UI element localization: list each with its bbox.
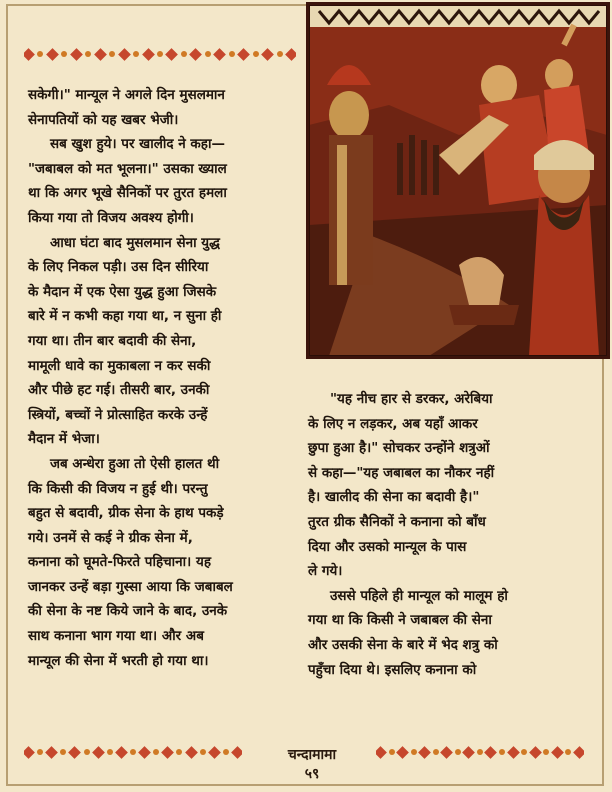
paragraph-line: साथ कनाना भाग गया था। और अब	[28, 628, 204, 645]
paragraph-line: मैदान में भेजा।	[28, 431, 100, 448]
paragraph-line: सेनापतियों को यह खबर भेजी।	[28, 111, 179, 128]
battle-scene-illustration	[309, 5, 607, 356]
paragraph-line: गये। उनमें से कई ने ग्रीक सेना में,	[28, 529, 193, 546]
paragraph-line: कि किसी की विजय न हुई थी। परन्तु	[28, 480, 208, 497]
right-text-column	[308, 387, 592, 682]
paragraph-line: "जबाबल को मत भूलना।" उसका ख्याल	[28, 160, 227, 177]
paragraph-line: उससे पहिले ही मान्यूल को मालूम हो	[330, 587, 508, 604]
left-text-column	[28, 83, 296, 673]
paragraph-line: किया गया तो विजय अवश्य होगी।	[28, 209, 194, 226]
paragraph-line: जब अन्धेरा हुआ तो ऐसी हालत थी	[50, 455, 220, 472]
magazine-title: चन्दामामा	[287, 747, 337, 763]
paragraph-line: सब खुश हुये। पर खालीद ने कहा—	[50, 136, 225, 153]
paragraph-line: छुपा हुआ है।" सोचकर उन्होंने शत्रुओं	[308, 440, 490, 457]
paragraph-line: तुरत ग्रीक सैनिकों ने कनाना को बाँध	[308, 513, 486, 530]
paragraph-line: था कि अगर भूखे सैनिकों पर तुरत हमला	[28, 185, 227, 202]
paragraph-line: दिया और उसको मान्यूल के पास	[308, 538, 467, 555]
paragraph-line: मान्यूल की सेना में भरती हो गया था।	[28, 652, 209, 669]
paragraph-line: गया था। तीन बार बदावी की सेना,	[28, 332, 197, 349]
paragraph-line: और पीछे हट गई। तीसरी बार, उनकी	[28, 382, 210, 399]
paragraph-line: सकेगी।" मान्यूल ने अगले दिन मुसलमान	[28, 87, 225, 103]
bottom-right-decorative-border	[376, 742, 584, 762]
paragraph-line: आधा घंटा बाद मुसलमान सेना युद्ध	[50, 234, 220, 251]
paragraph-line: गया था कि किसी ने जबाबल की सेना	[308, 612, 492, 629]
paragraph-line: मामूली धावे का मुकाबला न कर सकी	[28, 357, 211, 374]
paragraph-line: स्त्रियों, बच्चों ने प्रोत्साहित करके उन्हें	[28, 406, 208, 423]
paragraph-line: "यह नीच हार से डरकर, अरेबिया	[330, 391, 493, 407]
paragraph-line: बारे में न कभी कहा गया था, न सुना ही	[28, 308, 222, 325]
paragraph-line: कनाना को घूमते-फिरते पहिचाना। यह	[28, 554, 211, 571]
paragraph-line: और उसकी सेना के बारे में भेद शत्रु को	[308, 636, 498, 653]
paragraph-line: पहुँचा दिया थे। इसलिए कनाना को	[308, 661, 477, 678]
paragraph-line: के मैदान में एक ऐसा युद्ध हुआ जिसके	[28, 283, 217, 300]
paragraph-line: से कहा—"यह जबाबल का नौकर नहीं	[308, 464, 495, 481]
top-decorative-border	[24, 44, 296, 64]
page-number: ५९	[304, 766, 320, 782]
paragraph-line: की सेना के नष्ट किये जाने के बाद, उनके	[28, 603, 228, 620]
paragraph-line: ले गये।	[308, 563, 343, 580]
bottom-left-decorative-border	[24, 742, 242, 762]
paragraph-line: के लिए निकल पड़ी। उस दिन सीरिया	[28, 259, 209, 276]
paragraph-line: जानकर उन्हें बड़ा गुस्सा आया कि जबाबल	[28, 578, 233, 595]
paragraph-line: है। खालीद की सेना का बदावी है।"	[308, 489, 480, 506]
story-illustration	[306, 2, 610, 359]
paragraph-line: बहुत से बदावी, ग्रीक सेना के हाथ पकड़े	[28, 505, 224, 522]
paragraph-line: के लिए न लड़कर, अब यहाँ आकर	[308, 415, 478, 432]
